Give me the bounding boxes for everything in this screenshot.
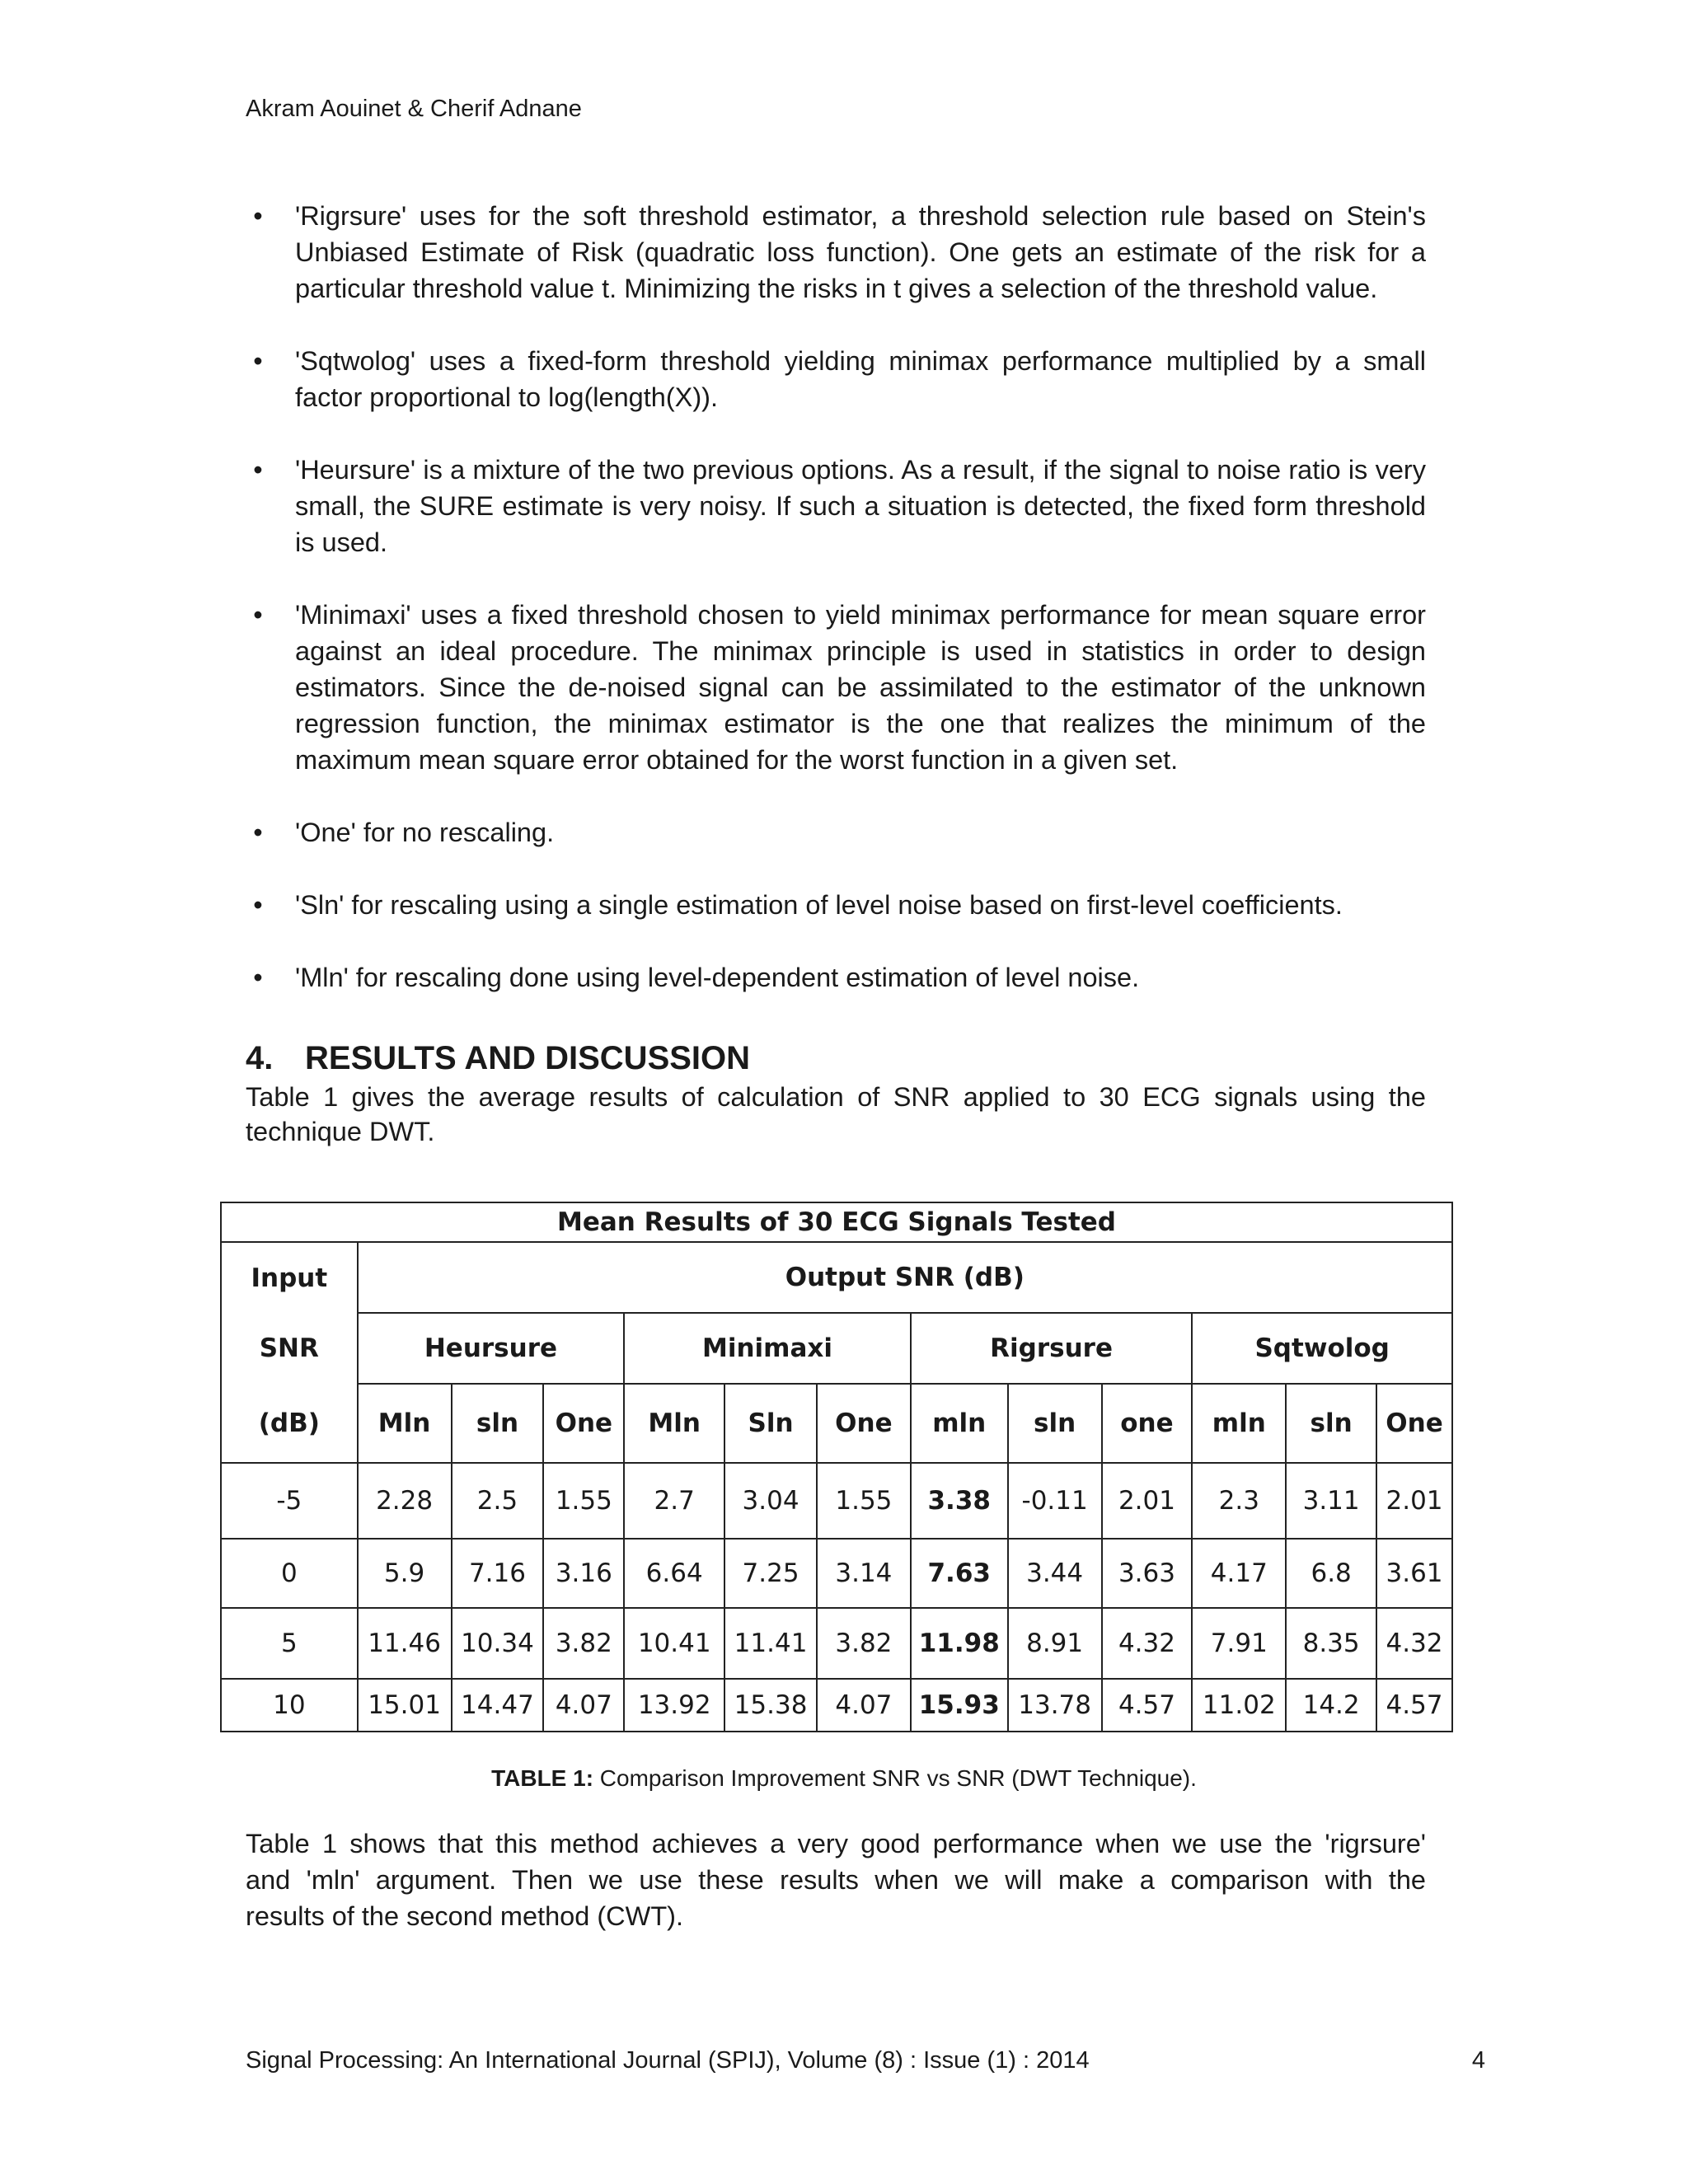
method-header-rigrsure: Rigrsure xyxy=(911,1313,1193,1384)
output-snr-cell: 2.28 xyxy=(358,1463,452,1539)
bullet-text: 'Sln' for rescaling using a single estimation of level noise based on first-level coefficients. xyxy=(295,890,1343,920)
bullet-item-rigrsure xyxy=(246,198,1426,307)
output-snr-cell: 15.38 xyxy=(724,1679,817,1732)
intro-line: technique DWT. xyxy=(246,1117,435,1146)
table-row xyxy=(221,1539,1452,1608)
section-title: RESULTS AND DISCUSSION xyxy=(305,1040,751,1076)
output-snr-cell: 11.46 xyxy=(358,1608,452,1679)
output-snr-cell: 4.07 xyxy=(543,1679,624,1732)
output-snr-cell: 4.57 xyxy=(1376,1679,1452,1732)
bullet-text: 'Rigrsure' uses for the soft threshold estimator, a threshold selection rule based on Stein's Unbiased Estimate of Risk (quadratic loss function). One gets an estimate of the risk for a particular threshold value t. Minimizing the risks in t gives a selection of the threshold value. xyxy=(295,201,1426,303)
bullet-icon: • xyxy=(253,201,263,231)
output-snr-cell: 10.41 xyxy=(624,1608,724,1679)
output-snr-cell: 7.91 xyxy=(1192,1608,1286,1679)
input-snr-cell: 0 xyxy=(221,1539,358,1608)
output-snr-cell: 15.93 xyxy=(911,1679,1008,1732)
output-snr-cell: 4.17 xyxy=(1192,1539,1286,1608)
bullet-item-heursure xyxy=(246,452,1426,560)
closing-line: and 'mln' argument. Then we use these results when we will make a comparison with the xyxy=(246,1865,1426,1895)
column-header: One xyxy=(543,1384,624,1463)
output-snr-cell: 2.01 xyxy=(1376,1463,1452,1539)
output-snr-cell: 5.9 xyxy=(358,1539,452,1608)
input-snr-cell: 5 xyxy=(221,1608,358,1679)
column-header: One xyxy=(817,1384,911,1463)
output-snr-cell: 7.16 xyxy=(452,1539,544,1608)
output-snr-cell: 4.32 xyxy=(1102,1608,1193,1679)
bullet-icon: • xyxy=(253,600,263,630)
column-header: One xyxy=(1376,1384,1452,1463)
output-snr-cell: 6.8 xyxy=(1286,1539,1376,1608)
output-snr-cell: 8.91 xyxy=(1008,1608,1102,1679)
bullet-text: 'Mln' for rescaling done using level-dependent estimation of level noise. xyxy=(295,963,1140,992)
table-row xyxy=(221,1463,1452,1539)
output-snr-cell: 4.57 xyxy=(1102,1679,1193,1732)
method-header-heursure: Heursure xyxy=(358,1313,625,1384)
bullet-list xyxy=(246,198,1426,1032)
column-header: Mln xyxy=(358,1384,452,1463)
page-footer xyxy=(246,2047,1485,2074)
input-header-line2: SNR xyxy=(221,1313,358,1384)
section-heading xyxy=(246,1040,750,1077)
output-snr-cell: 2.01 xyxy=(1102,1463,1193,1539)
output-snr-cell: 8.35 xyxy=(1286,1608,1376,1679)
output-snr-cell: 3.11 xyxy=(1286,1463,1376,1539)
method-header-minimaxi: Minimaxi xyxy=(624,1313,911,1384)
output-snr-cell: 15.01 xyxy=(358,1679,452,1732)
output-snr-cell: 1.55 xyxy=(543,1463,624,1539)
bullet-icon: • xyxy=(253,890,263,920)
intro-line: Table 1 gives the average results of calculation of SNR applied to 30 ECG signals using the xyxy=(246,1082,1426,1112)
output-header: Output SNR (dB) xyxy=(358,1242,1452,1313)
bullet-item-minimaxi xyxy=(246,597,1426,778)
output-snr-cell: 1.55 xyxy=(817,1463,911,1539)
output-snr-cell: 11.98 xyxy=(911,1608,1008,1679)
column-header: Mln xyxy=(624,1384,724,1463)
bullet-item-sln xyxy=(246,887,1426,923)
output-snr-cell: 2.7 xyxy=(624,1463,724,1539)
output-snr-cell: 2.3 xyxy=(1192,1463,1286,1539)
output-snr-cell: 2.5 xyxy=(452,1463,544,1539)
bullet-item-mln xyxy=(246,959,1426,996)
output-snr-cell: 3.04 xyxy=(724,1463,817,1539)
column-header: mln xyxy=(911,1384,1008,1463)
output-snr-cell: 6.64 xyxy=(624,1539,724,1608)
closing-line: results of the second method (CWT). xyxy=(246,1901,684,1931)
page-number: 4 xyxy=(1471,2047,1485,2074)
column-header: Sln xyxy=(724,1384,817,1463)
input-snr-cell: -5 xyxy=(221,1463,358,1539)
output-snr-cell: 10.34 xyxy=(452,1608,544,1679)
output-snr-cell: 3.82 xyxy=(817,1608,911,1679)
closing-line: Table 1 shows that this method achieves a very good performance when we use the 'rigrsure' xyxy=(246,1829,1426,1858)
section-number: 4. xyxy=(246,1040,274,1076)
output-snr-cell: 4.32 xyxy=(1376,1608,1452,1679)
output-snr-cell: 3.61 xyxy=(1376,1539,1452,1608)
output-snr-cell: 3.16 xyxy=(543,1539,624,1608)
column-header: mln xyxy=(1192,1384,1286,1463)
column-header: sln xyxy=(1286,1384,1376,1463)
bullet-item-sqtwolog xyxy=(246,343,1426,415)
column-header: sln xyxy=(452,1384,544,1463)
output-snr-cell: 3.44 xyxy=(1008,1539,1102,1608)
journal-citation: Signal Processing: An International Journal (SPIJ), Volume (8) : Issue (1) : 2014 xyxy=(246,2047,1090,2074)
column-header: sln xyxy=(1008,1384,1102,1463)
bullet-text: 'One' for no rescaling. xyxy=(295,818,555,847)
bullet-icon: • xyxy=(253,346,263,376)
bullet-icon: • xyxy=(253,455,263,485)
bullet-item-one xyxy=(246,814,1426,851)
input-header-line1: Input xyxy=(221,1242,358,1313)
output-snr-cell: 3.63 xyxy=(1102,1539,1193,1608)
output-snr-cell: 11.02 xyxy=(1192,1679,1286,1732)
results-table xyxy=(220,1202,1453,1732)
caption-label: TABLE 1: xyxy=(491,1765,594,1791)
output-snr-cell: 14.2 xyxy=(1286,1679,1376,1732)
running-head: Akram Aouinet & Cherif Adnane xyxy=(246,96,582,122)
output-snr-cell: 7.63 xyxy=(911,1539,1008,1608)
output-snr-cell: 3.38 xyxy=(911,1463,1008,1539)
table-title: Mean Results of 30 ECG Signals Tested xyxy=(221,1202,1452,1242)
output-snr-cell: 11.41 xyxy=(724,1608,817,1679)
table-row xyxy=(221,1608,1452,1679)
section-intro xyxy=(246,1080,1426,1149)
closing-paragraph xyxy=(246,1825,1426,1934)
bullet-icon: • xyxy=(253,963,263,992)
output-snr-cell: 14.47 xyxy=(452,1679,544,1732)
output-snr-cell: 7.25 xyxy=(724,1539,817,1608)
bullet-text: 'Sqtwolog' uses a fixed-form threshold yielding minimax performance multiplied by a small factor proportional to log(length(X)). xyxy=(295,346,1426,412)
output-snr-cell: 3.14 xyxy=(817,1539,911,1608)
input-header-line3: (dB) xyxy=(221,1384,358,1463)
table-row xyxy=(221,1679,1452,1732)
table-caption xyxy=(0,1765,1688,1792)
column-header: one xyxy=(1102,1384,1193,1463)
output-snr-cell: 13.78 xyxy=(1008,1679,1102,1732)
method-header-sqtwolog: Sqtwolog xyxy=(1192,1313,1452,1384)
bullet-text: 'Heursure' is a mixture of the two previous options. As a result, if the signal to noise ratio is very small, the SURE estimate is very noisy. If such a situation is detected, the fixed form threshold is used. xyxy=(295,455,1426,557)
bullet-icon: • xyxy=(253,818,263,847)
bullet-text: 'Minimaxi' uses a fixed threshold chosen to yield minimax performance for mean square error against an ideal procedure. The minimax principle is used in statistics in order to design estimators. Since the de-noised signal can be assimilated to the estimator of the unknown regression function, the minimax estimator is the one that realizes the minimum of the maximum mean square error obtained for the worst function in a given set. xyxy=(295,600,1426,775)
caption-text: Comparison Improvement SNR vs SNR (DWT Technique). xyxy=(593,1765,1197,1791)
output-snr-cell: 13.92 xyxy=(624,1679,724,1732)
output-snr-cell: 4.07 xyxy=(817,1679,911,1732)
output-snr-cell: 3.82 xyxy=(543,1608,624,1679)
output-snr-cell: -0.11 xyxy=(1008,1463,1102,1539)
input-snr-cell: 10 xyxy=(221,1679,358,1732)
